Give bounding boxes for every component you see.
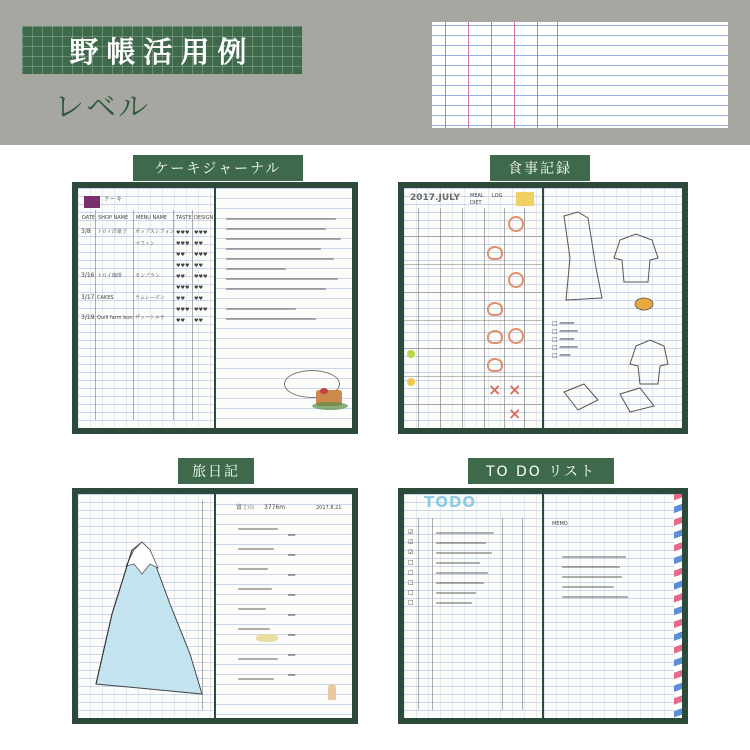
cake-page-note: ケーキ [104, 196, 123, 203]
travel-date: 2017.8.21 [316, 505, 342, 511]
cake-text-line [226, 228, 326, 230]
cross-icon: × [488, 380, 502, 399]
todo-item-line [436, 542, 486, 544]
todo-heading: TODO [424, 493, 477, 511]
travel-right-page [216, 494, 352, 718]
meal-heading: 2017.JULY [410, 193, 460, 203]
meal-col-divider [524, 208, 525, 428]
cake-row-menu: ラムレーズン [135, 295, 165, 301]
cake-row-menu: マフィン [135, 241, 155, 247]
meal-right-page [544, 188, 682, 428]
meal-row-divider [404, 236, 542, 237]
notebook-cake-journal [72, 182, 358, 434]
cake-text-line [226, 258, 334, 260]
travel-log-line [238, 678, 274, 680]
travel-altitude: 3776m [264, 504, 286, 511]
meal-col-divider [484, 208, 485, 428]
circle-icon [508, 216, 524, 232]
heart-icon [487, 302, 503, 316]
meal-row-divider [404, 292, 542, 293]
meal-left-page [404, 188, 542, 428]
cake-design-ratings: ♥♥♥ ♥♥ ♥♥♥ ♥♥ ♥♥♥ ♥♥ ♥♥ ♥♥♥ ♥♥ [194, 230, 208, 324]
cake-row-date: 3/16 [81, 272, 95, 279]
todo-col-divider [418, 518, 419, 710]
todo-memo-line [562, 586, 614, 588]
todo-item-line [436, 532, 494, 534]
meal-row-divider [404, 320, 542, 321]
cake-text-line [226, 218, 336, 220]
circle-icon [508, 328, 524, 344]
title-box [22, 26, 302, 74]
cake-col-date: DATE [82, 215, 96, 221]
cake-row-date: 3/8 [81, 228, 91, 235]
todo-col-divider [432, 518, 433, 710]
meal-col-divider [440, 208, 441, 428]
todo-memo-line [562, 576, 622, 578]
cake-col-divider [95, 210, 96, 420]
cake-row-menu: ザッハトルテ [135, 315, 165, 321]
airmail-border [674, 494, 682, 718]
meal-tag-icon [516, 192, 534, 206]
label-todo-list: TO DO リスト [468, 458, 614, 484]
travel-log-line [238, 628, 270, 630]
cake-row-shop: トロイ珈琲 [97, 273, 122, 279]
todo-right-page [544, 494, 682, 718]
notebook-todo-list [398, 488, 688, 724]
cake-col-taste: TASTE [176, 215, 192, 221]
page-subtitle: レベル [54, 90, 150, 125]
travel-log-line [238, 588, 272, 590]
cake-row-date: 3/19 [81, 314, 95, 321]
meal-col-divider [462, 208, 463, 428]
meal-sub-meal: MEAL [470, 193, 484, 199]
meal-row-divider [404, 376, 542, 377]
cake-col-divider [173, 210, 174, 420]
cake-col-design: DESIGN [194, 215, 214, 221]
cake-text-line [226, 318, 316, 320]
todo-left-page [404, 494, 542, 718]
travel-log-line [238, 528, 278, 530]
cake-left-page [78, 188, 214, 428]
notebook-travel-diary [72, 488, 358, 724]
cake-heart-ratings: ♥♥♥ ♥♥♥ ♥♥ ♥♥♥ ♥♥ ♥♥♥ ♥♥ ♥♥♥ ♥♥ [176, 230, 190, 324]
cake-row-shop: CAKES [97, 295, 114, 301]
todo-col-divider [502, 518, 503, 710]
cake-row-menu: モンブラン [135, 273, 161, 279]
heart-icon [487, 330, 503, 344]
level-paper-divider [557, 22, 558, 128]
todo-memo-label: MEMO [552, 521, 568, 527]
cake-row-menu: ポップスシフォン [135, 229, 175, 235]
travel-left-page [78, 494, 214, 718]
cake-text-line [226, 248, 321, 250]
cake-row-date: 3/17 [81, 294, 95, 301]
travel-log-line [238, 608, 266, 610]
day-marker-icon [407, 378, 415, 386]
meal-checklist: □ ━━━━ □ ━━━━━ □ ━━━━ □ ━━━━━ □ ━━━ [552, 320, 578, 359]
cake-row-shop: Quill farm bon [97, 315, 133, 321]
cake-plate-icon [312, 402, 348, 410]
todo-memo-line [562, 566, 620, 568]
label-meal-record: 食事記録 [490, 155, 590, 181]
cake-right-page [216, 188, 352, 428]
strawberry-icon [320, 388, 328, 394]
food-drawing-icon [256, 634, 278, 642]
todo-item-line [436, 572, 488, 574]
cake-text-line [226, 268, 286, 270]
cake-col-divider [133, 210, 134, 420]
cross-icon: × [508, 380, 522, 399]
notebook-meal-record [398, 182, 688, 434]
cake-col-divider [192, 210, 193, 420]
todo-col-divider [522, 518, 523, 710]
travel-log-line [238, 658, 278, 660]
cake-row-shop: トロイ洋菓子 [97, 229, 127, 235]
cake-text-line [226, 238, 341, 240]
mountain-illustration [78, 494, 214, 716]
travel-scale-line [202, 500, 203, 710]
day-marker-icon [407, 350, 415, 358]
travel-title: 富士山 [236, 504, 255, 511]
meal-col-divider [418, 208, 419, 428]
cross-icon: × [508, 404, 522, 423]
todo-memo-line [562, 556, 626, 558]
heart-icon [487, 358, 503, 372]
meal-sub-diet: DIET [470, 200, 482, 206]
ice-cream-icon [328, 684, 336, 700]
meal-sub-log: LOG [492, 193, 503, 199]
cake-sticker-icon [84, 196, 100, 208]
todo-checkboxes: ☑ ☑ ☑ □ □ □ □ □ [408, 529, 414, 606]
travel-log-line [238, 568, 268, 570]
label-travel-diary: 旅日記 [178, 458, 254, 484]
todo-item-line [436, 562, 480, 564]
level-paper-lined-area [557, 22, 728, 128]
todo-memo-line [562, 596, 628, 598]
meal-row-divider [404, 348, 542, 349]
label-cake-journal: ケーキジャーナル [133, 155, 303, 181]
cake-col-menu: MENU NAME [136, 215, 168, 221]
todo-item-line [436, 552, 492, 554]
meal-col-divider [504, 208, 505, 428]
todo-item-line [436, 582, 484, 584]
cake-text-line [226, 288, 326, 290]
cake-text-line [226, 308, 296, 310]
meal-row-divider [404, 264, 542, 265]
circle-icon [508, 272, 524, 288]
level-paper-sample [432, 22, 728, 128]
travel-log-line [238, 548, 274, 550]
travel-time-column: ━━ ━━ ━━ ━━ ━━ ━━ ━━ ━━ [288, 532, 296, 679]
cake-text-line [226, 278, 338, 280]
todo-item-line [436, 602, 472, 604]
cake-col-shop: SHOP NAME [98, 215, 129, 221]
todo-item-line [436, 592, 476, 594]
page-title: 野帳活用例 [69, 34, 255, 69]
heart-icon [487, 246, 503, 260]
header-banner [0, 0, 750, 145]
clothing-sketch [544, 188, 682, 426]
